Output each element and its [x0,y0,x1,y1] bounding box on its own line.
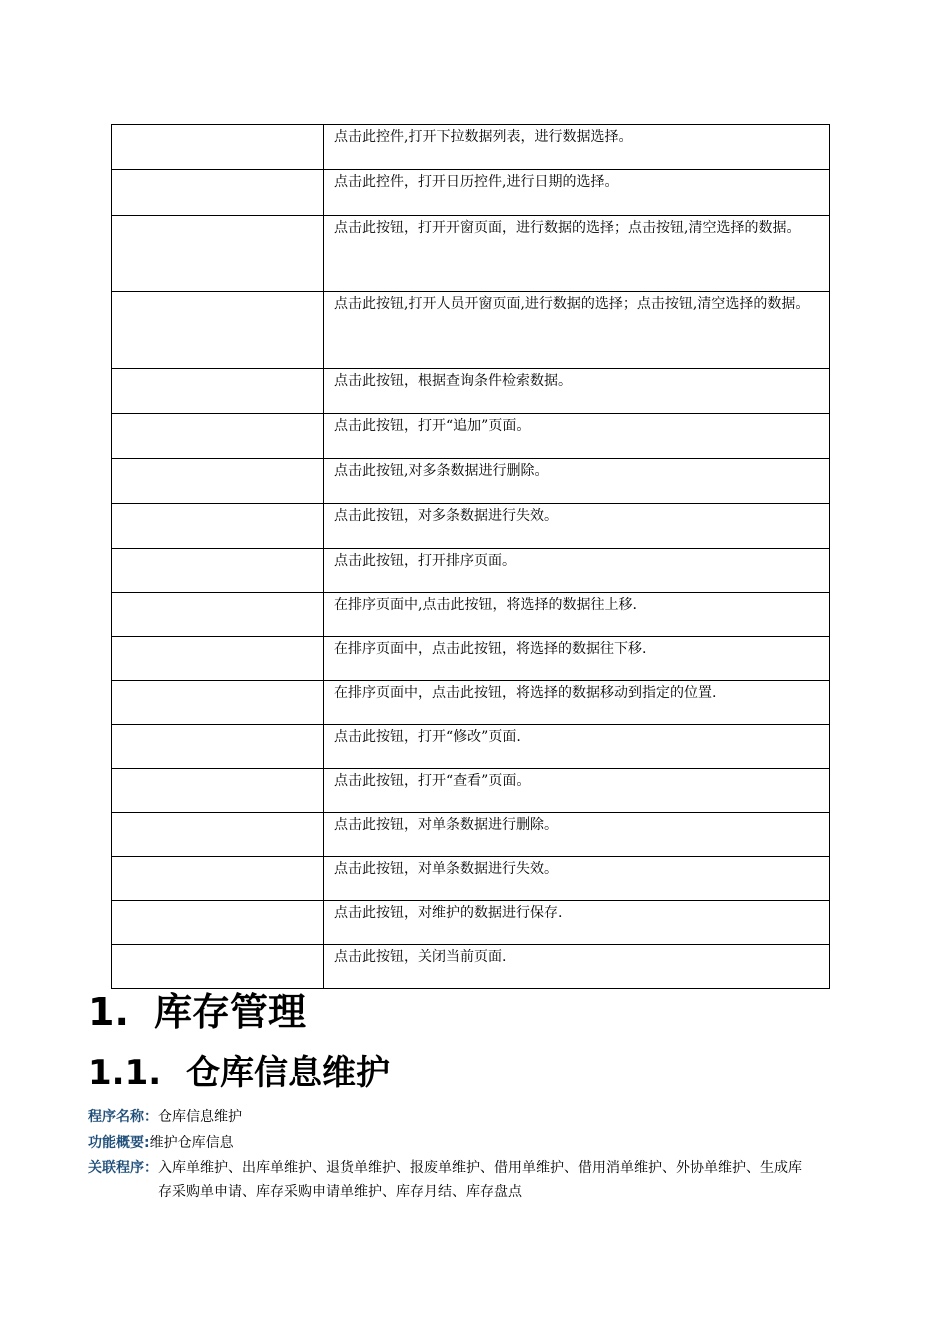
heading-text: 库存管理 [154,990,307,1034]
description-cell: 点击此按钮，关闭当前页面. [324,945,830,989]
table-row [112,292,830,369]
control-cell [112,593,324,637]
table-row [112,769,830,813]
function-summary-label: 功能概要: [88,1135,150,1151]
description-cell: 点击此按钮，根据查询条件检索数据。 [324,369,830,414]
table-row [112,945,830,989]
function-description-table [111,124,830,989]
description-cell: 点击此按钮，打开排序页面。 [324,549,830,593]
control-cell [112,637,324,681]
control-cell [112,549,324,593]
table-row [112,637,830,681]
description-cell: 点击此按钮,对多条数据进行删除。 [324,459,830,504]
control-cell [112,125,324,170]
table-row [112,857,830,901]
table-row [112,725,830,769]
description-cell: 点击此按钮，对维护的数据进行保存. [324,901,830,945]
heading-number: 1.1. [88,1053,162,1093]
description-cell: 点击此控件，打开日历控件,进行日期的选择。 [324,170,830,216]
description-cell: 点击此按钮，打开“追加”页面。 [324,414,830,459]
control-cell [112,725,324,769]
meta-related-programs [88,1156,808,1204]
control-cell [112,170,324,216]
table-row [112,504,830,549]
description-cell: 在排序页面中，点击此按钮，将选择的数据移动到指定的位置. [324,681,830,725]
table-row [112,216,830,292]
table-row [112,459,830,504]
related-programs-label: 关联程序： [88,1160,158,1176]
description-cell: 点击此按钮，打开“查看”页面。 [324,769,830,813]
control-cell [112,504,324,549]
function-summary-value: 维护仓库信息 [149,1135,234,1151]
table-row [112,414,830,459]
control-cell [112,459,324,504]
control-cell [112,292,324,369]
control-cell [112,216,324,292]
meta-program-name [88,1105,242,1129]
control-cell [112,369,324,414]
subsection-heading-warehouse [88,1047,390,1099]
control-cell [112,901,324,945]
section-heading-inventory [88,986,306,1038]
control-cell [112,681,324,725]
table-row [112,125,830,170]
heading-text: 仓库信息维护 [186,1053,390,1093]
table-row [112,170,830,216]
table-row [112,593,830,637]
meta-function-summary [88,1131,234,1155]
description-cell: 点击此按钮，对多条数据进行失效。 [324,504,830,549]
table-row [112,549,830,593]
control-cell [112,769,324,813]
table-row [112,369,830,414]
description-cell: 点击此按钮，打开开窗页面，进行数据的选择；点击按钮,清空选择的数据。 [324,216,830,292]
related-programs-value: 入库单维护、出库单维护、退货单维护、报废单维护、借用单维护、借用消单维护、外协单维护、生成库存采购单申请、库存采购申请单维护、库存月结、库存盘点 [158,1160,802,1200]
control-cell [112,813,324,857]
description-cell: 点击此控件,打开下拉数据列表，进行数据选择。 [324,125,830,170]
description-cell: 点击此按钮，对单条数据进行删除。 [324,813,830,857]
control-cell [112,414,324,459]
table-row [112,901,830,945]
program-name-value: 仓库信息维护 [158,1109,242,1125]
control-cell [112,945,324,989]
heading-number: 1. [88,990,129,1034]
program-name-label: 程序名称： [88,1109,158,1125]
table-body [112,125,830,989]
control-cell [112,857,324,901]
description-cell: 点击此按钮,打开人员开窗页面,进行数据的选择；点击按钮,清空选择的数据。 [324,292,830,369]
description-cell: 点击此按钮，打开“修改”页面. [324,725,830,769]
table-row [112,681,830,725]
description-cell: 在排序页面中,点击此按钮，将选择的数据往上移. [324,593,830,637]
description-cell: 在排序页面中，点击此按钮，将选择的数据往下移. [324,637,830,681]
table-row [112,813,830,857]
description-cell: 点击此按钮，对单条数据进行失效。 [324,857,830,901]
